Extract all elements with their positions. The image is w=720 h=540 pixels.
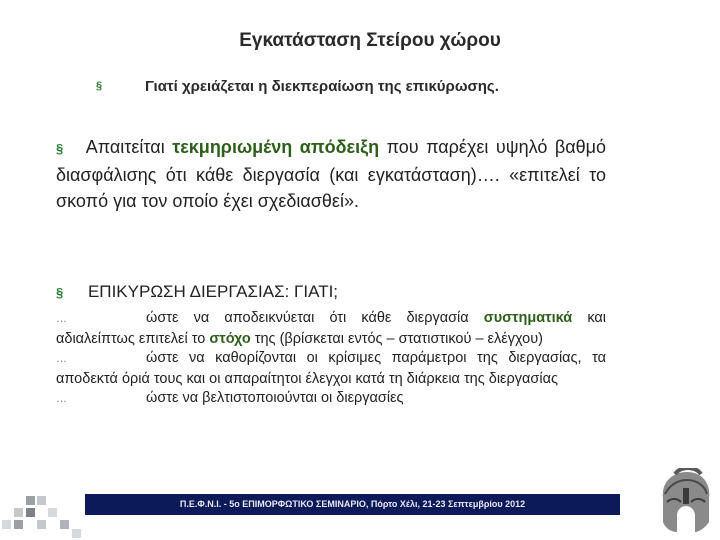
item-1-text-c: της (βρίσκεται εντός – στατιστικού – ελέγχου) [250,330,544,347]
bullet-icon: § [56,141,64,156]
dash-bullet-icon: … [56,393,67,405]
reasons-list [56,309,606,410]
item-1-highlight-systematic: συστηματικά [483,310,573,326]
para1-text-b: που παρέχει υψηλό βαθμό διασφάλισης ότι κάθε διεργασία (και εγκατάσταση)…. «επιτελεί το σκοπό για τον οποίο έχει σχεδιασθεί». [56,137,606,211]
dash-bullet-icon: … [56,313,67,325]
bullet-icon: § [96,80,103,92]
para1-text-a: Απαιτείται [85,137,173,157]
spartan-helmet-icon [655,468,717,536]
slide-title: Εγκατάσταση Στείρου χώρου [239,30,501,51]
item-1-text-a: ώστε να αποδεικνύεται ότι κάθε διεργασία [146,310,484,326]
section-heading: ΕΠΙΚΥΡΩΣΗ ΔΙΕΡΓΑΣΙΑΣ: ΓΙΑΤΙ; [87,282,339,301]
item-1-highlight-goal: στόχο [209,330,251,347]
bullet-icon: § [56,285,64,300]
dash-bullet-icon: … [56,353,67,365]
item-3-text: ώστε να βελτιστοποιούνται οι διεργασίες [146,390,404,406]
para1-highlight: τεκμηριωμένη απόδειξη [172,137,380,157]
item-2-text: ώστε να καθορίζονται οι κρίσιμες παράμετροι της διεργασίας, τα αποδεκτά όριά τους και οι απαραίτητοι έλεγχοι κατά τη διάρκεια της διεργασίας [56,350,606,387]
section-heading-row [56,282,338,302]
subtitle-text: Γιατί χρειάζεται η διεκπεραίωση της επικύρωσης. [145,78,499,95]
item-1-text-b: και αδιαλείπτως επιτελεί το [56,310,606,347]
paragraph-requirement [56,134,606,214]
footer-bar: Π.Ε.Φ.Ν.Ι. - 5ο ΕΠΙΜΟΡΦΩΤΙΚΟ ΣΕΜΙΝΑΡΙΟ, Πόρτο Χέλι, 21-23 Σεπτεμβρίου 2012 [85,494,620,515]
